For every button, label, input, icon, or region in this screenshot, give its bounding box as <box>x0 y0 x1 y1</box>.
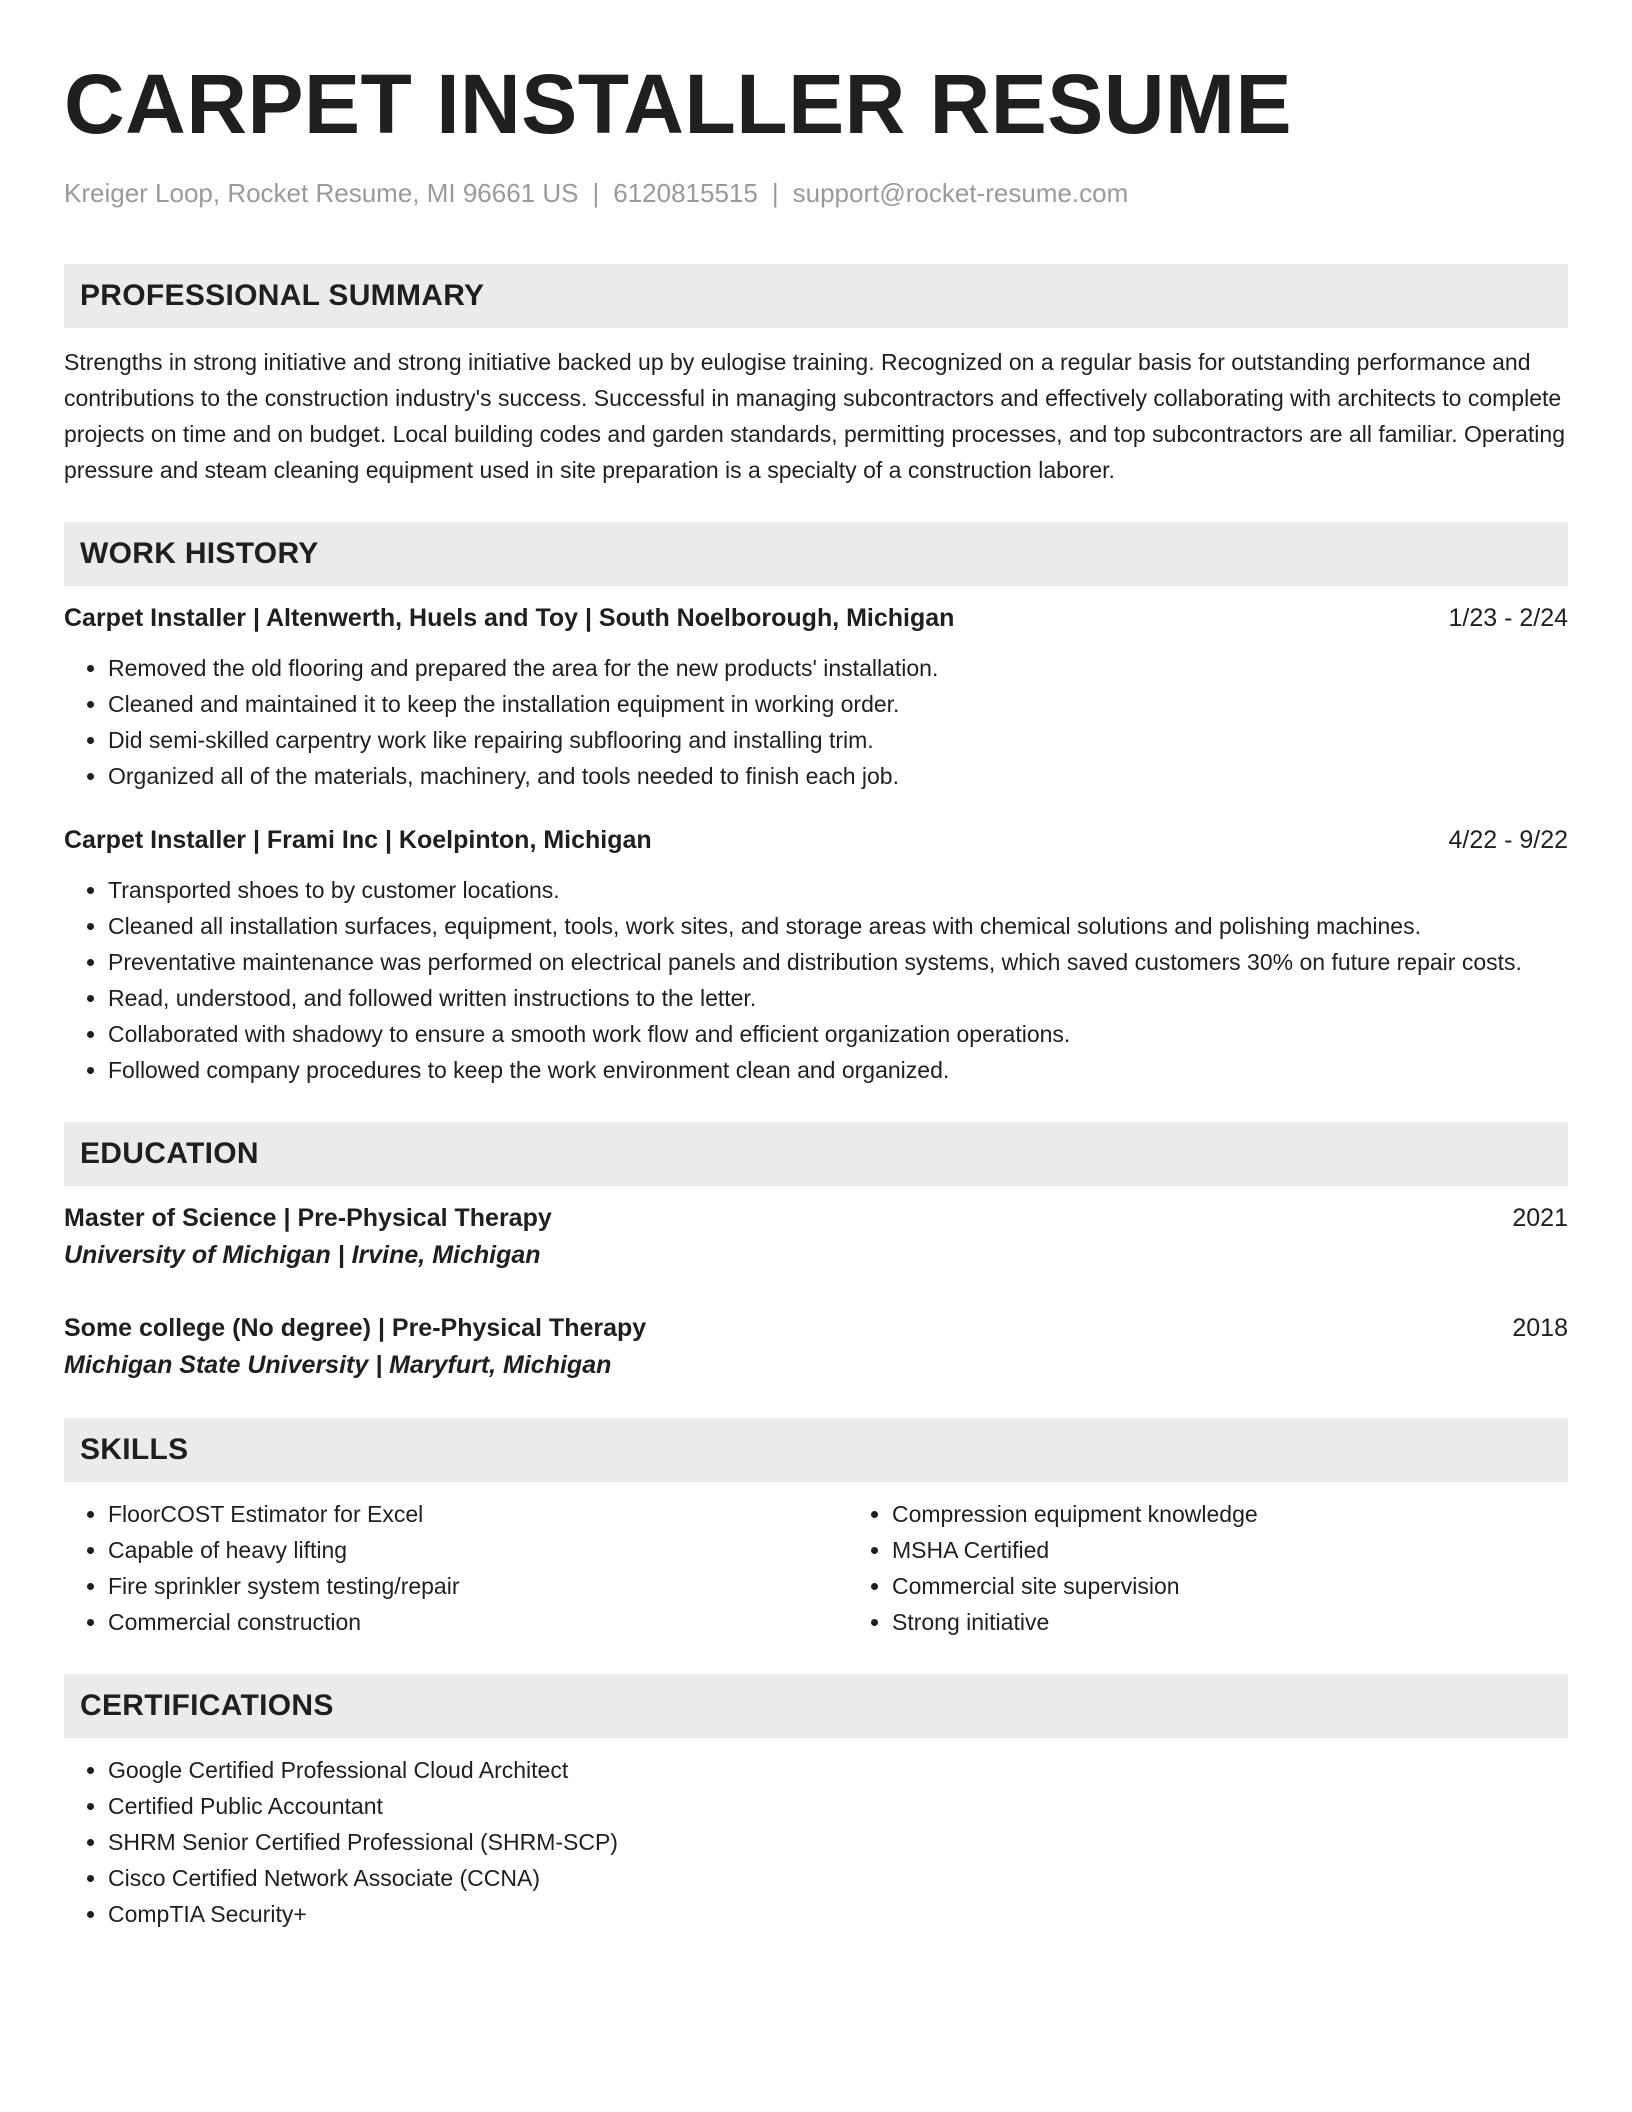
certification-item: • Cisco Certified Network Associate (CCNA) <box>108 1860 1568 1896</box>
skills-column-right <box>848 1496 1568 1640</box>
job-bullet: • Organized all of the materials, machinery, and tools needed to finish each job. <box>108 758 1568 794</box>
certification-item: • Certified Public Accountant <box>108 1788 1568 1824</box>
job-dates: 1/23 - 2/24 <box>1448 604 1568 632</box>
job-header <box>64 822 1568 858</box>
skills-heading: SKILLS <box>64 1418 1568 1482</box>
skills-column-left <box>64 1496 848 1640</box>
job-bullet: • Followed company procedures to keep the work environment clean and organized. <box>108 1052 1568 1088</box>
contact-line <box>64 176 1568 210</box>
certification-item: • SHRM Senior Certified Professional (SHRM-SCP) <box>108 1824 1568 1860</box>
job-title: Carpet Installer | Frami Inc | Koelpinton, Michigan <box>64 826 652 854</box>
contact-email: support@rocket-resume.com <box>792 178 1129 208</box>
skill-item: • Commercial site supervision <box>892 1568 1568 1604</box>
education-school: Michigan State University | Maryfurt, Michigan <box>64 1351 612 1379</box>
skill-item: • Commercial construction <box>108 1604 848 1640</box>
education-header <box>64 1200 1568 1236</box>
job-title: Carpet Installer | Altenwerth, Huels and Toy | South Noelborough, Michigan <box>64 604 955 632</box>
job-bullet: • Removed the old flooring and prepared the area for the new products' installation. <box>108 650 1568 686</box>
education-degree: Master of Science | Pre-Physical Therapy <box>64 1204 552 1232</box>
contact-phone: 6120815515 <box>613 178 758 208</box>
job-bullet: • Cleaned and maintained it to keep the installation equipment in working order. <box>108 686 1568 722</box>
certification-item: • Google Certified Professional Cloud Architect <box>108 1752 1568 1788</box>
job-bullet: • Cleaned all installation surfaces, equipment, tools, work sites, and storage areas with chemical solutions and polishing machines. <box>108 908 1568 944</box>
education-school: University of Michigan | Irvine, Michigan <box>64 1241 541 1269</box>
contact-address: Kreiger Loop, Rocket Resume, MI 96661 US <box>64 178 579 208</box>
education-heading: EDUCATION <box>64 1122 1568 1186</box>
job-bullets <box>64 650 1568 794</box>
summary-heading: PROFESSIONAL SUMMARY <box>64 264 1568 328</box>
education-header <box>64 1310 1568 1346</box>
education-entry <box>64 1200 1568 1274</box>
skill-item: • FloorCOST Estimator for Excel <box>108 1496 848 1532</box>
education-entry <box>64 1310 1568 1384</box>
job-entry <box>64 822 1568 1088</box>
skill-item: • Strong initiative <box>892 1604 1568 1640</box>
job-dates: 4/22 - 9/22 <box>1448 826 1568 854</box>
job-entry <box>64 600 1568 794</box>
summary-text: Strengths in strong initiative and strong initiative backed up by eulogise training. Recognized on a regular basis for outstanding performance and contributions to the construction industry's success. Successful in managing subcontractors and effectively collaborating with architects to complete projects on time and on budget. Local building codes and garden standards, permitting processes, and top subcontractors are all familiar. Operating pressure and steam cleaning equipment used in site preparation is a specialty of a construction laborer. <box>64 349 1565 483</box>
job-bullet: • Collaborated with shadowy to ensure a smooth work flow and efficient organization operations. <box>108 1016 1568 1052</box>
education-degree: Some college (No degree) | Pre-Physical Therapy <box>64 1314 647 1342</box>
skill-item: • Fire sprinkler system testing/repair <box>108 1568 848 1604</box>
job-bullet: • Preventative maintenance was performed on electrical panels and distribution systems, which saved customers 30% on future repair costs. <box>108 944 1568 980</box>
skill-item: • Capable of heavy lifting <box>108 1532 848 1568</box>
resume-title: CARPET INSTALLER RESUME <box>64 57 1292 151</box>
contact-separator: | <box>771 178 779 208</box>
certifications-list <box>64 1752 1568 1932</box>
job-header <box>64 600 1568 636</box>
skill-item: • Compression equipment knowledge <box>892 1496 1568 1532</box>
job-bullet: • Transported shoes to by customer locations. <box>108 872 1568 908</box>
job-bullets <box>64 872 1568 1088</box>
job-bullet: • Did semi-skilled carpentry work like repairing subflooring and installing trim. <box>108 722 1568 758</box>
education-year: 2018 <box>1512 1314 1568 1342</box>
skills-list <box>64 1496 1568 1640</box>
job-bullet: • Read, understood, and followed written instructions to the letter. <box>108 980 1568 1016</box>
skill-item: • MSHA Certified <box>892 1532 1568 1568</box>
education-year: 2021 <box>1512 1204 1568 1232</box>
work-history-heading: WORK HISTORY <box>64 522 1568 586</box>
contact-separator: | <box>592 178 600 208</box>
certifications-heading: CERTIFICATIONS <box>64 1674 1568 1738</box>
certifications-bullets <box>64 1752 1568 1932</box>
certification-item: • CompTIA Security+ <box>108 1896 1568 1932</box>
